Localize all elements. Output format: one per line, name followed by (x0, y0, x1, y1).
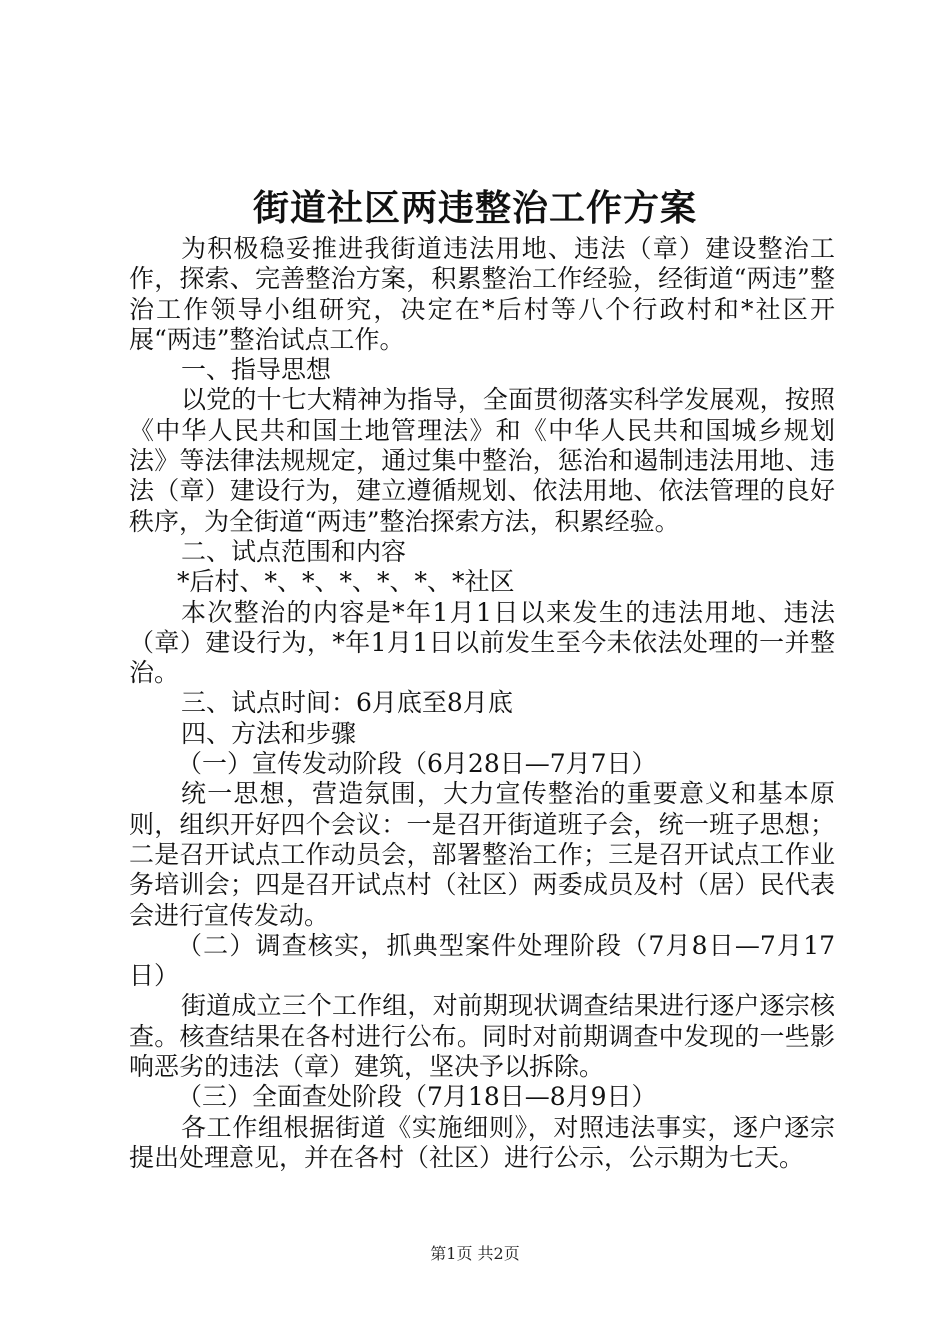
heading-guiding-ideology: 一、指导思想 (181, 355, 332, 385)
document-title: 街道社区两违整治工作方案 (252, 187, 697, 229)
paragraph-intro: 为积极稳妥推进我街道违法用地、违法（章）建设整治工作，探索、完善整治方案，积累整治工作经验，经街道“两违”整治工作领导小组研究，决定在*后村等八个行政村和*社区开展“两违”整治试点工作。 (129, 234, 835, 354)
paragraph-stage-2: 街道成立三个工作组，对前期现状调查结果进行逐户逐宗核查。核查结果在各村进行公布。同时对前期调查中发现的一些影响恶劣的违法（章）建筑，坚决予以拆除。 (129, 991, 835, 1082)
document-body (129, 234, 835, 1173)
paragraph-guiding-ideology: 以党的十七大精神为指导，全面贯彻落实科学发展观，按照《中华人民共和国土地管理法》和《中华人民共和国城乡规划法》等法律法规规定，通过集中整治，惩治和遏制违法用地、违法（章）建设行为，建立遵循规划、依法用地、依法管理的良好秩序，为全街道“两违”整治探索方法，积累经验。 (129, 385, 835, 536)
paragraph-stage-3: 各工作组根据街道《实施细则》，对照违法事实，逐户逐宗提出处理意见，并在各村（社区）进行公示，公示期为七天。 (129, 1112, 835, 1172)
paragraph-pilot-content: 本次整治的内容是*年1月1日以来发生的违法用地、违法（章）建设行为，*年1月1日以前发生至今未依法处理的一并整治。 (129, 597, 835, 688)
subheading-stage-3: （三）全面查处阶段（7月18日—8月9日） (177, 1082, 657, 1112)
page-footer: 第1页 共2页 (430, 1244, 520, 1263)
heading-pilot-scope: 二、试点范围和内容 (181, 536, 407, 566)
subheading-stage-1: （一）宣传发动阶段（6月28日—7月7日） (177, 749, 657, 779)
heading-methods-steps: 四、方法和步骤 (181, 718, 357, 748)
paragraph-stage-1: 统一思想，营造氛围，大力宣传整治的重要意义和基本原则，组织开好四个会议：一是召开街道班子会，统一班子思想；二是召开试点工作动员会，部署整治工作；三是召开试点工作业务培训会；四是召开试点村（社区）两委成员及村（居）民代表会进行宣传发动。 (129, 779, 835, 930)
paragraph-pilot-villages: *后村、*、*、*、*、*、*社区 (177, 567, 515, 597)
heading-pilot-time: 三、试点时间：6月底至8月底 (181, 688, 513, 718)
subheading-stage-2: （二）调查核实，抓典型案件处理阶段（7月8日—7月17日） (129, 930, 835, 991)
